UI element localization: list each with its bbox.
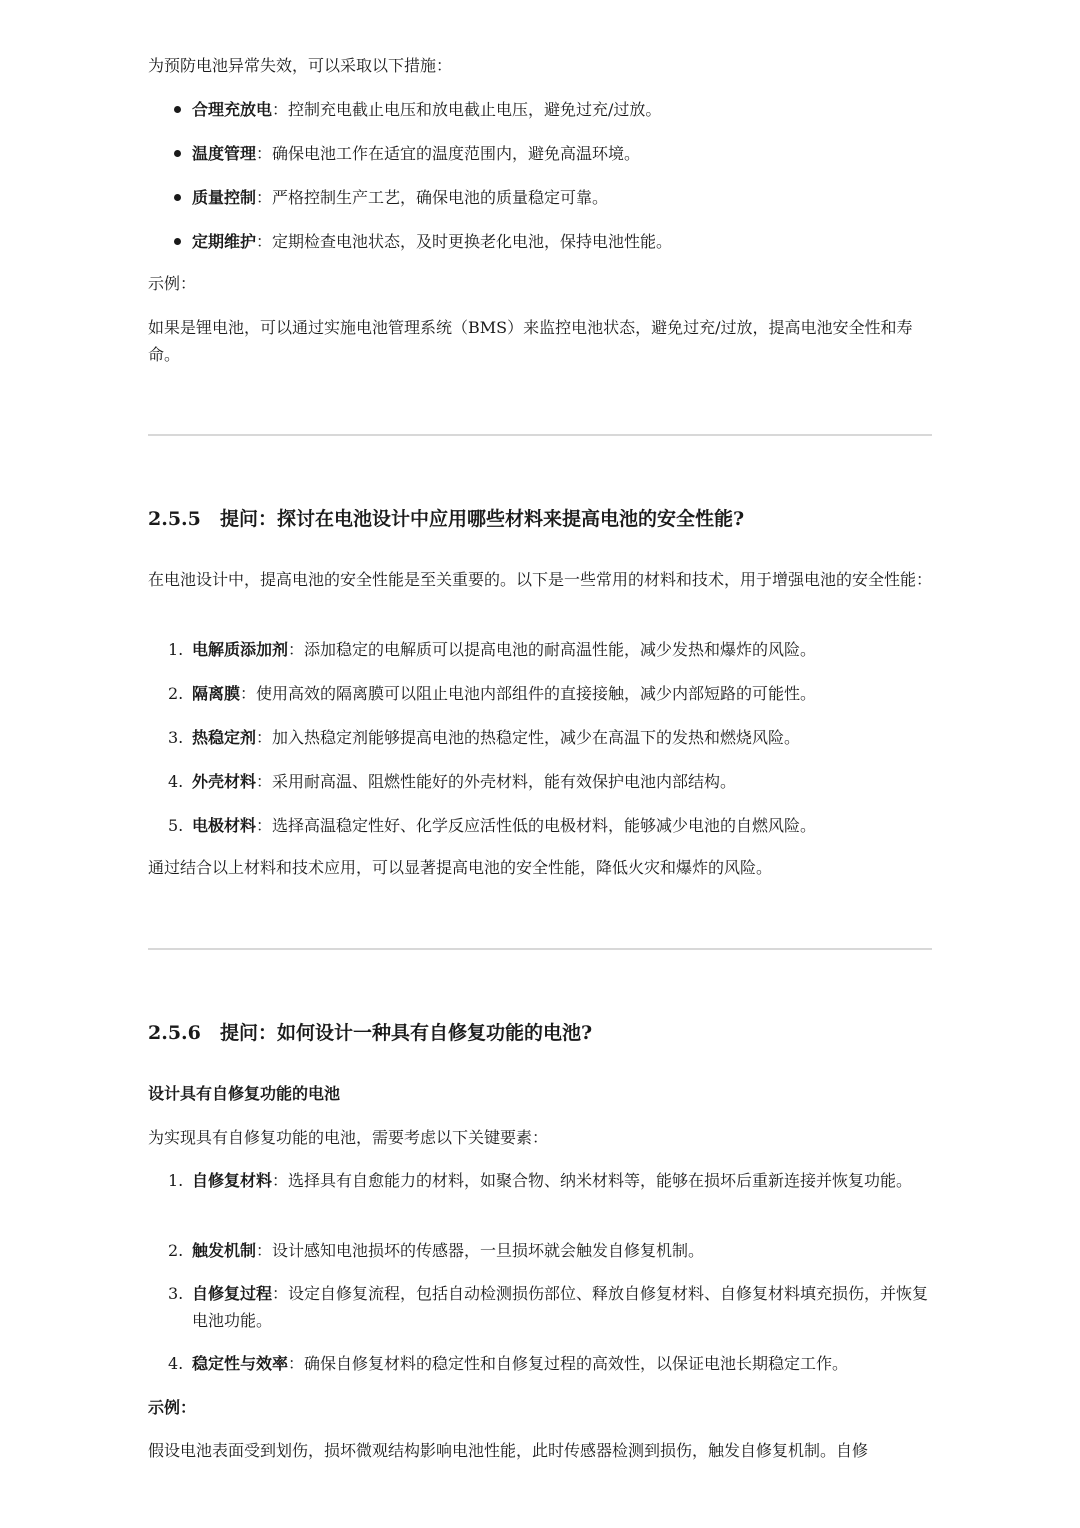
item-text: ：使用高效的隔离膜可以阻止电池内部组件的直接接触，减少内部短路的可能性。 xyxy=(240,684,817,703)
example-text: 假设电池表面受到划伤，损坏微观结构影响电池性能，此时传感器检测到损伤，触发自修复机制。自修 xyxy=(148,1441,869,1460)
section-intro: 在电池设计中，提高电池的安全性能是至关重要的。以下是一些常用的材料和技术，用于增强电池的安全性能： xyxy=(148,570,933,589)
item-term: 触发机制 xyxy=(192,1241,257,1260)
example-label: 示例： xyxy=(148,274,197,293)
item-number: 3. xyxy=(168,728,184,747)
list-item xyxy=(148,636,934,680)
self-repair-list xyxy=(148,1167,934,1394)
list-item xyxy=(148,680,934,724)
item-text: ：添加稳定的电解质可以提高电池的耐高温性能，减少发热和爆炸的风险。 xyxy=(288,640,817,659)
item-number: 4. xyxy=(168,772,184,791)
item-text: ：加入热稳定剂能够提高电池的热稳定性，减少在高温下的发热和燃烧风险。 xyxy=(256,728,801,747)
item-term: 稳定性与效率 xyxy=(192,1354,289,1373)
list-item xyxy=(148,184,934,228)
item-term: 温度管理 xyxy=(192,144,257,163)
item-number: 2. xyxy=(168,684,184,703)
section-title: 提问：如何设计一种具有自修复功能的电池? xyxy=(220,1022,593,1044)
section-title: 提问：探讨在电池设计中应用哪些材料来提高电池的安全性能? xyxy=(220,508,745,530)
section-number: 2.5.6 xyxy=(148,1022,201,1044)
section-divider xyxy=(148,434,932,436)
list-item xyxy=(148,96,934,140)
prevention-list xyxy=(148,96,934,272)
item-text: ：设定自修复流程，包括自动检测损伤部位、释放自修复材料、自修复材料填充损伤，并恢复电池功能。 xyxy=(192,1284,929,1330)
section-heading-2-5-5 xyxy=(148,504,744,534)
subheading: 设计具有自修复功能的电池 xyxy=(148,1084,341,1103)
example-label: 示例： xyxy=(148,1398,197,1417)
item-number: 1. xyxy=(168,1171,184,1190)
item-number: 2. xyxy=(168,1241,184,1260)
item-term: 自修复过程 xyxy=(192,1284,273,1303)
item-text: ：确保自修复材料的稳定性和自修复过程的高效性，以保证电池长期稳定工作。 xyxy=(288,1354,849,1373)
item-term: 热稳定剂 xyxy=(192,728,257,747)
item-text: ：选择具有自愈能力的材料，如聚合物、纳米材料等，能够在损坏后重新连接并恢复功能。 xyxy=(272,1171,913,1190)
section-number: 2.5.5 xyxy=(148,508,201,530)
item-text: ：确保电池工作在适宜的温度范围内，避免高温环境。 xyxy=(256,144,641,163)
item-term: 定期维护 xyxy=(192,232,257,251)
item-term: 隔离膜 xyxy=(192,684,241,703)
section-heading-2-5-6 xyxy=(148,1018,592,1048)
item-number: 1. xyxy=(168,640,184,659)
section-divider xyxy=(148,948,932,950)
list-item xyxy=(148,1280,934,1350)
list-item xyxy=(148,1237,934,1280)
section-conclusion: 通过结合以上材料和技术应用，可以显著提高电池的安全性能，降低火灾和爆炸的风险。 xyxy=(148,858,773,877)
list-item xyxy=(148,724,934,768)
item-term: 质量控制 xyxy=(192,188,257,207)
item-number: 3. xyxy=(168,1284,184,1303)
item-term: 电极材料 xyxy=(192,816,257,835)
item-term: 合理充放电 xyxy=(192,100,273,119)
list-item xyxy=(148,228,934,272)
item-text: ：控制充电截止电压和放电截止电压，避免过充/过放。 xyxy=(272,100,662,119)
item-text: ：选择高温稳定性好、化学反应活性低的电极材料，能够减少电池的自燃风险。 xyxy=(256,816,817,835)
prevention-intro: 为预防电池异常失效，可以采取以下措施： xyxy=(148,56,453,75)
list-item xyxy=(148,1350,934,1394)
list-item xyxy=(148,140,934,184)
section-intro: 为实现具有自修复功能的电池，需要考虑以下关键要素： xyxy=(148,1128,549,1147)
item-number: 5. xyxy=(168,816,184,835)
item-text: ：严格控制生产工艺，确保电池的质量稳定可靠。 xyxy=(256,188,609,207)
item-text: ：设计感知电池损坏的传感器，一旦损坏就会触发自修复机制。 xyxy=(256,1241,705,1260)
item-term: 电解质添加剂 xyxy=(192,640,289,659)
materials-list xyxy=(148,636,934,856)
item-number: 4. xyxy=(168,1354,184,1373)
item-term: 自修复材料 xyxy=(192,1171,273,1190)
list-item xyxy=(148,768,934,812)
list-item xyxy=(148,1167,934,1237)
example-text: 如果是锂电池，可以通过实施电池管理系统（BMS）来监控电池状态，避免过充/过放，提高电池安全性和寿命。 xyxy=(148,318,913,364)
item-text: ：定期检查电池状态，及时更换老化电池，保持电池性能。 xyxy=(256,232,673,251)
item-text: ：采用耐高温、阻燃性能好的外壳材料，能有效保护电池内部结构。 xyxy=(256,772,737,791)
list-item xyxy=(148,812,934,856)
item-term: 外壳材料 xyxy=(192,772,257,791)
